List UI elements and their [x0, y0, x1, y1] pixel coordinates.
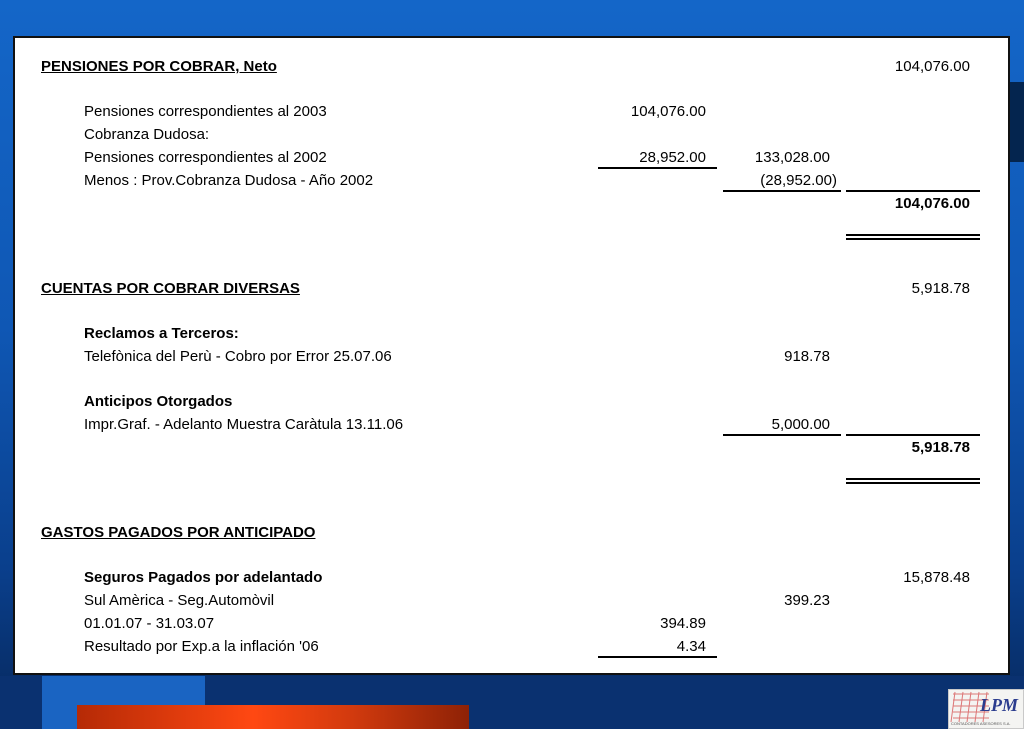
- telefonica-value: 918.78: [784, 348, 830, 365]
- underline: [846, 434, 980, 436]
- logo-text: LPM: [980, 695, 1018, 715]
- section-title-gastos: GASTOS PAGADOS POR ANTICIPADO: [41, 524, 316, 541]
- orange-accent-bar: [77, 705, 469, 729]
- underline: [723, 190, 841, 192]
- pensiones-2003-value: 104,076.00: [630, 103, 706, 120]
- section-title-cuentas: CUENTAS POR COBRAR DIVERSAS: [41, 280, 300, 297]
- underline: [598, 656, 717, 658]
- underline: [846, 190, 980, 192]
- inflacion-label: Resultado por Exp.a la inflación '06: [84, 638, 319, 655]
- pensiones-2002-label: Pensiones correspondientes al 2002: [84, 149, 327, 166]
- underline: [598, 167, 717, 169]
- double-underline: [846, 238, 980, 240]
- double-underline: [846, 482, 980, 484]
- logo-subtitle: CONTADORES ASESORES S.A.: [951, 721, 1011, 726]
- pensiones-2003-label: Pensiones correspondientes al 2003: [84, 103, 327, 120]
- underline: [723, 434, 841, 436]
- pensiones-final-total: 104,076.00: [894, 195, 970, 212]
- double-underline: [846, 478, 980, 480]
- pensiones-total: 104,076.00: [894, 58, 970, 75]
- pensiones-2002-value: 28,952.00: [639, 149, 706, 166]
- double-underline: [846, 234, 980, 236]
- telefonica-label: Telefònica del Perù - Cobro por Error 25.07.06: [84, 348, 392, 365]
- pensiones-subtotal: 133,028.00: [754, 149, 830, 166]
- cobranza-dudosa-label: Cobranza Dudosa:: [84, 126, 210, 143]
- menos-provision-value: (28,952.00): [760, 172, 837, 189]
- sul-america-label: Sul Amèrica - Seg.Automòvil: [84, 592, 275, 609]
- lpm-logo: [948, 689, 1024, 729]
- period-label: 01.01.07 - 31.03.07: [84, 615, 215, 632]
- seguros-subtitle: Seguros Pagados por adelantado: [84, 569, 323, 586]
- imprgraf-value: 5,000.00: [771, 416, 830, 433]
- sul-america-value: 399.23: [784, 592, 830, 609]
- imprgraf-label: Impr.Graf. - Adelanto Muestra Caràtula 13.11.06: [84, 416, 404, 433]
- financial-sheet: [13, 36, 1010, 675]
- cuentas-final-total: 5,918.78: [911, 439, 970, 456]
- cuentas-total: 5,918.78: [911, 280, 970, 297]
- section-title-pensiones: PENSIONES POR COBRAR, Neto: [41, 58, 277, 75]
- seguros-total: 15,878.48: [903, 569, 970, 586]
- reclamos-subtitle: Reclamos a Terceros:: [84, 325, 239, 342]
- inflacion-value: 4.34: [676, 638, 706, 655]
- right-dark-strip: [1010, 82, 1024, 162]
- period-value: 394.89: [660, 615, 706, 632]
- menos-provision-label: Menos : Prov.Cobranza Dudosa - Año 2002: [84, 172, 374, 189]
- anticipos-subtitle: Anticipos Otorgados: [84, 393, 233, 410]
